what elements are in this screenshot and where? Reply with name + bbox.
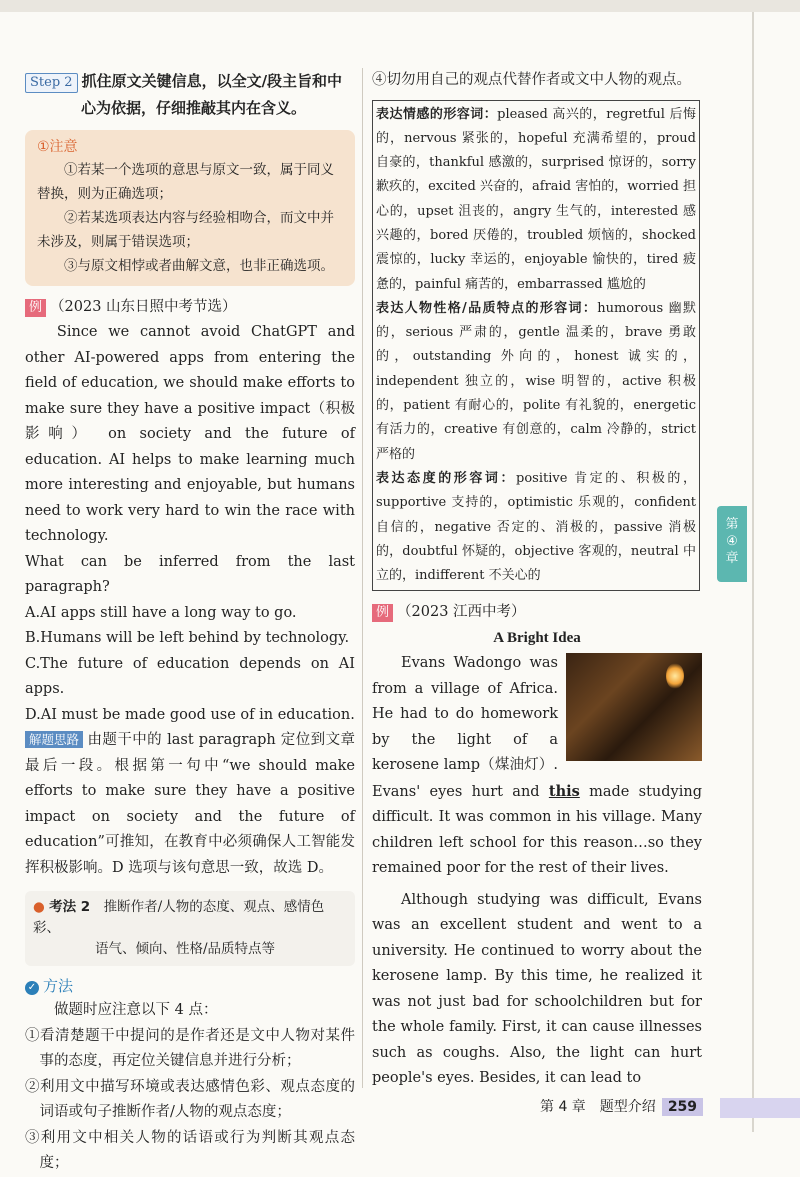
top-edge <box>0 0 800 12</box>
story-title: A Bright Idea <box>493 630 581 647</box>
attitude-label: 表达态度的形容词： <box>376 470 517 486</box>
right-column <box>372 68 702 1092</box>
underlined-this: this <box>548 782 580 800</box>
example2-header <box>372 599 702 625</box>
bullet-icon: ● <box>33 899 45 915</box>
example1-header <box>25 294 355 320</box>
example1-passage: Since we cannot avoid ChatGPT and other AI-powered apps from entering the field of education, we should make efforts to make sure they have a positive impact（积极影响） on society and the future of education. AI helps to make learning much more interesting and enjoyable, but humans need to work very hard to win the race with technology. <box>25 324 355 544</box>
kaofa2-line2: 语气、倾向、性格/品质特点等 <box>95 941 276 957</box>
notice-box <box>25 130 355 286</box>
story-paragraph-2: Although studying was difficult, Evans was an excellent student and went to a university. He continued to worry about the kerosene lamp. By this time, he realized it was not just bad for schoolchildren but for the whole family. First, it can cause illnesses such as coughs. Also, the light can hurt people's eyes. Besides, it can lead to <box>372 891 702 1087</box>
hint-text: 由题干中的 last paragraph 定位到文章最后一段。根据第一句中“we should make efforts to make sure they have a positive impact on society and the future of education”可推知，在教育中必须确保人工智能发挥积极影响。D 选项与该句意思一致，故选 D。 <box>25 732 355 876</box>
method-title: ✓ 方法 <box>25 974 355 998</box>
hint-badge: 解题思路 <box>25 731 83 748</box>
method-point: ①看清楚题干中提问的是作者还是文中人物对某件事的态度，再定位关键信息并进行分析； <box>25 1027 355 1069</box>
page-number: 259 <box>662 1098 703 1116</box>
notice-title: ①注意 <box>37 139 78 155</box>
footer-chapter: 第 4 章 题型介绍 <box>540 1099 656 1115</box>
step2-line1: 抓住原文关键信息，以全文/段主旨和中 <box>81 72 343 90</box>
example-badge: 例 <box>372 604 393 622</box>
character-label: 表达人物性格/品质特点的形容词： <box>376 300 598 316</box>
lamp-flame-icon <box>666 663 684 689</box>
left-column <box>25 68 355 1177</box>
example1-question: What can be inferred from the last paragraph? <box>25 553 355 595</box>
option-a: A.AI apps still have a long way to go. <box>25 604 297 621</box>
option-b: B.Humans will be left behind by technology. <box>25 630 350 646</box>
vocab-box <box>372 100 700 592</box>
option-c: C.The future of education depends on AI apps. <box>25 655 355 697</box>
kaofa2-label: 考法 2 <box>49 899 91 915</box>
story-paragraph-1: Evans Wadongo was from a village of Africa. He had to do homework by the light of a kerosene lamp（煤油灯）. Evans' eyes hurt and this made studying difficult. It was common in his village. Many children left school for this reason…so they remained poor for the rest of their lives. <box>372 655 702 877</box>
option-d: D.AI must be made good use of in education. <box>25 706 355 723</box>
method-point: ③利用文中相关人物的话语或行为判断其观点态度； <box>25 1129 355 1171</box>
example-badge: 例 <box>25 299 46 317</box>
emotion-label: 表达情感的形容词： <box>376 106 498 122</box>
solution-hint <box>25 728 355 881</box>
footer-bar <box>720 1098 800 1118</box>
method-intro: 做题时应注意以下 4 点： <box>54 1002 218 1018</box>
step2-line2: 心为依据，仔细推敲其内在含义。 <box>81 99 307 117</box>
character-text: humorous 幽默的，serious 严肃的，gentle 温柔的，brave 勇敢的，outstanding 外向的，honest 诚实的，independent 独立的，wise 明智的，active 积极的，patient 有耐心的，polite 有礼貌的，energetic 有活力的，creative 有创意的，calm 冷静的，strict 严格的 <box>376 300 697 462</box>
method-point: ④切勿用自己的观点代替作者或文中人物的观点。 <box>372 72 691 88</box>
step2-heading <box>25 68 355 95</box>
notice-item: ②若某选项表达内容与经验相吻合，而文中并未涉及，则属于错误选项； <box>37 210 334 250</box>
column-divider <box>362 68 363 1088</box>
kaofa2-box <box>25 891 355 966</box>
check-icon: ✓ <box>25 981 39 995</box>
method-point: ②利用文中描写环境或表达感情色彩、观点态度的词语或句子推断作者/人物的观点态度； <box>25 1078 355 1120</box>
step2-badge: Step 2 <box>25 73 78 93</box>
kerosene-lamp-photo <box>566 653 702 761</box>
notice-item: ③与原文相悖或者曲解文意，也非正确选项。 <box>64 258 334 274</box>
page-footer <box>540 1096 703 1116</box>
kaofa2-line1: 推断作者/人物的态度、观点、感情色彩、 <box>33 899 325 936</box>
attitude-text: positive 肯定的、积极的，supportive 支持的，optimistic 乐观的，confident 自信的，negative 否定的、消极的，passive 消极的，doubtful 怀疑的，objective 客观的，neutral 中立的，indifferent 不关心的 <box>376 470 696 584</box>
example1-source: （2023 山东日照中考节选） <box>50 299 237 315</box>
emotion-text: pleased 高兴的，regretful 后悔的，nervous 紧张的，hopeful 充满希望的，proud 自豪的，thankful 感激的，surprised 惊讶的，sorry 歉疚的，excited 兴奋的，afraid 害怕的，worried 担心的，upset 沮丧的，angry 生气的，interested 感兴趣的，bored 厌倦的，troubled 烦恼的，shocked 震惊的，lucky 幸运的，enjoyable 愉快的，tired 疲惫的，painful 痛苦的，embarrassed 尴尬的 <box>376 106 696 292</box>
notice-item: ①若某一个选项的意思与原文一致，属于同义替换，则为正确选项； <box>37 162 334 202</box>
example2-source: （2023 江西中考） <box>397 604 526 621</box>
chapter-side-tab: 第 ④ 章 <box>717 506 747 582</box>
page-edge <box>752 12 754 1132</box>
